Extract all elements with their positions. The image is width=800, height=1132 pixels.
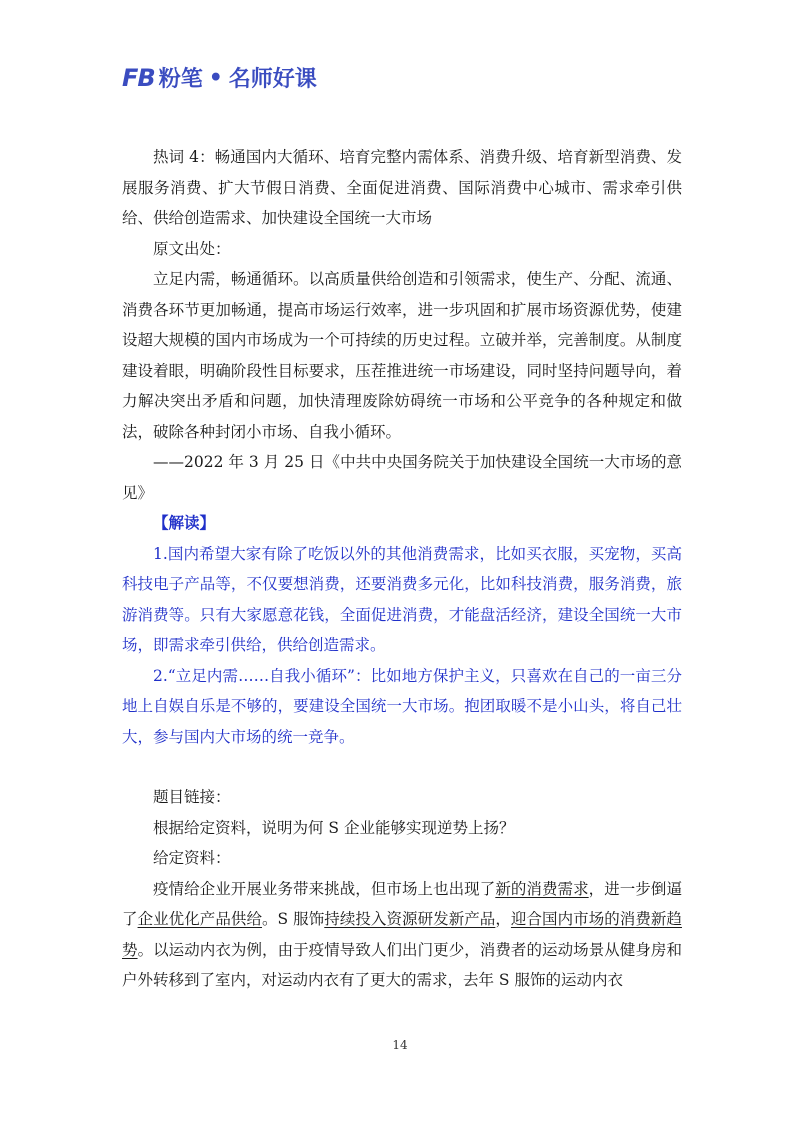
interpretation-heading: 【解读】 bbox=[153, 513, 216, 532]
page-number: 14 bbox=[392, 1038, 408, 1052]
material-text: 疫情给企业开展业务带来挑战，但市场上也出现了 bbox=[153, 879, 496, 898]
underlined-phrase: 新的消费需求 bbox=[495, 879, 589, 898]
question-prompt: 根据给定资料，说明为何 S 企业能够实现逆势上扬？ bbox=[153, 818, 515, 837]
interpretation-item-1: 1.国内希望大家有除了吃饭以外的其他消费需求，比如买衣服，买宠物，买高科技电子产品等，不仅要想消费，还要消费多元化，比如科技消费，服务消费，旅游消费等。只有大家愿意花钱，全面促进消费，才能盘活经济，建设全国统一大市场，即需求牵引供给，供给创造需求。 bbox=[122, 544, 682, 654]
fenbi-logo-icon: FB bbox=[122, 63, 155, 92]
question-link-label: 题目链接： bbox=[153, 788, 231, 806]
material-text: ，进一步倒逼了 bbox=[122, 879, 682, 928]
brand-name: 粉笔 bbox=[158, 67, 203, 92]
material-text: ， bbox=[495, 910, 511, 928]
source-citation: ——2022 年 3 月 25 日《中共中央国务院关于加快建设全国统一大市场的意见》 bbox=[122, 453, 682, 502]
material-text: 。以运动内衣为例，由于疫情导致人们出门更少，消费者的运动场景从健身房和户外转移到了室内，对运动内衣有了更大的需求，去年 S 服饰的运动内衣 bbox=[122, 940, 682, 989]
document-body bbox=[122, 142, 682, 996]
material-paragraph bbox=[122, 874, 682, 996]
source-label: 原文出处： bbox=[153, 239, 231, 258]
header-logo bbox=[122, 62, 317, 93]
material-label: 给定资料： bbox=[153, 849, 231, 867]
underlined-phrase: 迎合国内市场的消费新趋势 bbox=[122, 910, 682, 959]
brand-slogan: 名师好课 bbox=[228, 67, 317, 92]
interpretation-item-2: 2.“立足内需……自我小循环”：比如地方保护主义，只喜欢在自己的一亩三分地上自娱自乐是不够的，要建设全国统一大市场。抱团取暖不是小山头，将自己壮大，参与国内大市场的统一竞争。 bbox=[122, 666, 682, 746]
logo-separator-dot: • bbox=[208, 64, 223, 91]
source-body: 立足内需，畅通循环。以高质量供给创造和引领需求，使生产、分配、流通、消费各环节更加畅通，提高市场运行效率，进一步巩固和扩展市场资源优势，使建设超大规模的国内市场成为一个可持续的历史过程。立破并举，完善制度。从制度建设着眼，明确阶段性目标要求，压茬推进统一市场建设，同时坚持问题导向，着力解决突出矛盾和问题，加快清理废除妨碍统一市场和公平竞争的各种规定和做法，破除各种封闭小市场、自我小循环。 bbox=[122, 270, 682, 441]
hotword-paragraph: 热词 4：畅通国内大循环、培育完整内需体系、消费升级、培育新型消费、发展服务消费、扩大节假日消费、全面促进消费、国际消费中心城市、需求牵引供给、供给创造需求、加快建设全国统一大市场 bbox=[122, 148, 682, 227]
material-text: 。S 服饰 bbox=[262, 910, 325, 928]
underlined-phrase: 企业优化产品供给 bbox=[137, 910, 262, 928]
underlined-phrase: 持续投入资源研发新产品 bbox=[324, 910, 496, 928]
section-spacer bbox=[122, 752, 682, 782]
